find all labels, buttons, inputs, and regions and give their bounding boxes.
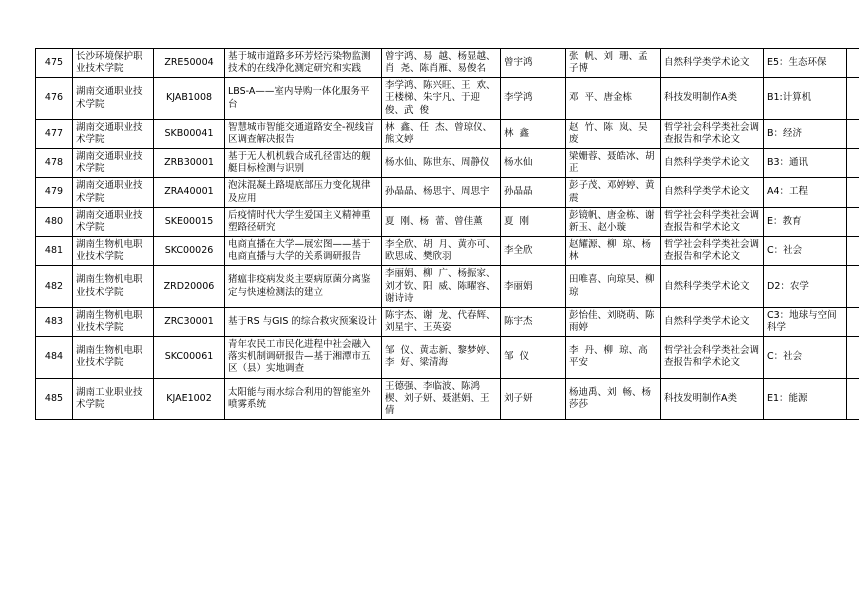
cell-serial-number-text: 475: [44, 57, 64, 69]
cell-category-text: 自然科学类学术论文: [664, 280, 750, 292]
cell-authors: [382, 78, 501, 119]
cell-remark: [847, 78, 859, 119]
cell-serial-number: [36, 207, 73, 236]
cell-authors-text: 李丽娟、柳 广、杨振家、刘才钦、阳 威、陈曜容、谢诗诗: [385, 268, 496, 304]
cell-advisors: [566, 49, 661, 78]
cell-work-code-text: SKC00026: [164, 245, 214, 257]
cell-advisors-text: 李 丹、柳 琼、高平安: [569, 345, 648, 369]
cell-first-author-text: 孙晶晶: [504, 186, 533, 198]
cell-serial-number: [36, 307, 73, 336]
cell-category-text: 自然科学类学术论文: [664, 57, 750, 69]
cell-remark: [847, 266, 859, 307]
table-row: [36, 49, 859, 78]
cell-first-author: [501, 178, 566, 207]
cell-serial-number: [36, 49, 73, 78]
cell-remark: [847, 149, 859, 178]
cell-authors-text: 夏 刚、杨 蕾、曾佳薰: [385, 215, 483, 227]
cell-work-title: [225, 78, 382, 119]
cell-work-title: [225, 337, 382, 378]
cell-work-code: [154, 307, 225, 336]
cell-first-author: [501, 378, 566, 419]
cell-serial-number-text: 484: [44, 351, 64, 363]
entries-table: [35, 48, 859, 420]
cell-institution-text: 湖南交通职业技术学院: [76, 180, 143, 204]
cell-category: [661, 78, 764, 119]
table-row: [36, 266, 859, 307]
cell-first-author: [501, 307, 566, 336]
cell-advisors-text: 梁姗蓉、聂皓冰、胡 正: [569, 151, 661, 175]
cell-work-title: [225, 378, 382, 419]
cell-work-code-text: ZRC30001: [164, 315, 214, 327]
cell-serial-number-text: 479: [44, 186, 64, 198]
cell-advisors: [566, 207, 661, 236]
cell-remark: [847, 207, 859, 236]
cell-category: [661, 207, 764, 236]
cell-authors: [382, 149, 501, 178]
cell-work-title-text: 基于RS 与GIS 的综合救灾预案设计: [228, 315, 377, 327]
cell-work-code-text: KJAB1008: [165, 92, 213, 104]
cell-institution: [73, 49, 154, 78]
cell-work-title: [225, 149, 382, 178]
cell-institution-text: 湖南生物机电职业技术学院: [76, 345, 143, 369]
cell-advisors: [566, 78, 661, 119]
cell-authors-text: 李全欣、胡 月、黄亦可、欧思成、樊欣羽: [385, 239, 496, 263]
cell-first-author: [501, 49, 566, 78]
cell-discipline: [764, 149, 847, 178]
cell-category-text: 科技发明制作A类: [664, 92, 737, 104]
cell-authors: [382, 237, 501, 266]
cell-serial-number: [36, 378, 73, 419]
cell-category-text: 自然科学类学术论文: [664, 315, 750, 327]
cell-category-text: 哲学社会科学类社会调查报告和学术论文: [664, 121, 760, 145]
cell-discipline-text: B3：通讯: [767, 157, 809, 169]
cell-first-author-text: 刘子妍: [504, 392, 533, 404]
cell-advisors: [566, 307, 661, 336]
cell-category-text: 自然科学类学术论文: [664, 186, 750, 198]
cell-work-title-text: 电商直播在大学—展宏图——基于电商直播与大学的关系调研报告: [228, 239, 371, 263]
cell-first-author: [501, 337, 566, 378]
cell-institution-text: 湖南交通职业技术学院: [76, 151, 143, 175]
cell-serial-number: [36, 149, 73, 178]
cell-serial-number-text: 478: [44, 157, 64, 169]
cell-work-code-text: SKC00061: [164, 351, 214, 363]
cell-institution: [73, 149, 154, 178]
cell-discipline: [764, 378, 847, 419]
cell-first-author-text: 李全欣: [504, 245, 533, 257]
cell-authors-text: 邹 仪、黄志新、黎梦婷、李 好、梁清海: [385, 345, 496, 369]
cell-serial-number: [36, 266, 73, 307]
cell-advisors-text: 张 帆、刘 珊、孟子博: [569, 51, 648, 75]
cell-category: [661, 149, 764, 178]
cell-category-text: 科技发明制作A类: [664, 392, 737, 404]
cell-discipline-text: E1：能源: [767, 392, 808, 404]
cell-discipline: [764, 237, 847, 266]
cell-institution: [73, 237, 154, 266]
cell-work-code: [154, 119, 225, 148]
cell-work-code: [154, 78, 225, 119]
cell-institution: [73, 178, 154, 207]
cell-authors: [382, 119, 501, 148]
cell-work-code: [154, 178, 225, 207]
cell-institution-text: 湖南生物机电职业技术学院: [76, 274, 143, 298]
cell-advisors: [566, 149, 661, 178]
cell-first-author: [501, 119, 566, 148]
cell-institution: [73, 266, 154, 307]
cell-discipline-text: B1:计算机: [767, 92, 812, 104]
cell-category: [661, 49, 764, 78]
cell-first-author-text: 李学鸿: [504, 92, 533, 104]
cell-first-author: [501, 207, 566, 236]
table-row: [36, 149, 859, 178]
cell-serial-number: [36, 337, 73, 378]
cell-advisors: [566, 378, 661, 419]
cell-authors: [382, 307, 501, 336]
cell-remark: [847, 178, 859, 207]
cell-category: [661, 307, 764, 336]
cell-institution: [73, 78, 154, 119]
cell-discipline-text: A4：工程: [767, 186, 809, 198]
cell-discipline: [764, 119, 847, 148]
cell-institution: [73, 207, 154, 236]
cell-work-title: [225, 49, 382, 78]
cell-work-code: [154, 337, 225, 378]
cell-category: [661, 266, 764, 307]
cell-first-author-text: 李丽娟: [504, 280, 533, 292]
cell-first-author-text: 陈宇杰: [504, 315, 533, 327]
cell-authors: [382, 266, 501, 307]
cell-authors: [382, 378, 501, 419]
cell-authors: [382, 207, 501, 236]
cell-advisors-text: 彭镜帆、唐金栋、谢新玉、赵小璇: [569, 209, 655, 233]
cell-work-title: [225, 237, 382, 266]
table-row: [36, 307, 859, 336]
cell-discipline-text: D2：农学: [767, 280, 809, 292]
cell-institution-text: 湖南交通职业技术学院: [76, 121, 143, 145]
cell-work-title-text: 基于城市道路多环芳烃污染物监测技术的在线净化测定研究和实践: [228, 51, 371, 75]
cell-serial-number-text: 485: [44, 392, 64, 404]
cell-institution-text: 湖南生物机电职业技术学院: [76, 309, 143, 333]
cell-authors-text: 陈宇杰、谢 龙、代春辉、刘星宇、王英姿: [385, 309, 496, 333]
cell-serial-number-text: 476: [44, 92, 64, 104]
cell-category-text: 哲学社会科学类社会调查报告和学术论文: [664, 239, 760, 263]
cell-discipline-text: E5：生态环保: [767, 57, 827, 69]
cell-work-code-text: ZRB30001: [164, 157, 214, 169]
cell-work-title-text: 泡沫混凝土路堤底部压力变化规律及应用: [228, 180, 371, 204]
cell-remark: [847, 237, 859, 266]
cell-category: [661, 237, 764, 266]
cell-advisors-text: 田唯喜、向琼昊、柳 琼: [569, 274, 661, 298]
cell-first-author: [501, 149, 566, 178]
cell-discipline: [764, 78, 847, 119]
cell-advisors: [566, 237, 661, 266]
cell-discipline-text: C：社会: [767, 351, 803, 363]
cell-work-title: [225, 307, 382, 336]
cell-institution: [73, 337, 154, 378]
cell-work-code-text: SKB00041: [164, 127, 214, 139]
cell-discipline-text: C：社会: [767, 245, 803, 257]
table-row: [36, 337, 859, 378]
cell-work-code-text: ZRA40001: [164, 186, 214, 198]
cell-institution-text: 湖南交通职业技术学院: [76, 209, 143, 233]
cell-authors-text: 林 鑫、任 杰、曾琼仪、熊文婷: [385, 121, 493, 145]
cell-discipline: [764, 266, 847, 307]
cell-first-author-text: 夏 刚: [504, 215, 530, 227]
cell-category-text: 哲学社会科学类社会调查报告和学术论文: [664, 209, 760, 233]
cell-remark: [847, 119, 859, 148]
cell-remark: [847, 307, 859, 336]
cell-advisors-text: 邓 平、唐金栋: [569, 92, 633, 104]
cell-authors-text: 李学鸿、陈兴旺、王 欢、王楼梯、朱宇凡、于迎俊、武 俊: [385, 80, 496, 116]
cell-authors-text: 王德强、李临波、陈鸿楔、刘子妍、聂湛娟、王 倩: [385, 380, 496, 416]
cell-serial-number-text: 483: [44, 315, 64, 327]
cell-discipline: [764, 337, 847, 378]
table-row: [36, 378, 859, 419]
table-row: [36, 178, 859, 207]
cell-first-author: [501, 266, 566, 307]
cell-discipline-text: C3：地球与空间科学: [767, 309, 837, 333]
cell-first-author-text: 曾宇鸿: [504, 57, 533, 69]
cell-authors: [382, 49, 501, 78]
cell-first-author-text: 杨水仙: [504, 157, 533, 169]
cell-institution-text: 长沙环境保护职业技术学院: [76, 51, 143, 75]
cell-remark: [847, 49, 859, 78]
cell-advisors: [566, 178, 661, 207]
table-row: [36, 78, 859, 119]
cell-institution-text: 湖南生物机电职业技术学院: [76, 239, 143, 263]
cell-serial-number: [36, 119, 73, 148]
cell-discipline-text: E：教育: [767, 215, 802, 227]
cell-serial-number-text: 477: [44, 127, 64, 139]
cell-authors-text: 杨水仙、陈世东、周静仪: [385, 157, 490, 169]
cell-institution-text: 湖南工业职业技术学院: [76, 386, 143, 410]
table-row: [36, 237, 859, 266]
cell-work-code: [154, 207, 225, 236]
cell-work-code: [154, 266, 225, 307]
cell-work-code-text: KJAE1002: [166, 392, 212, 404]
cell-work-code: [154, 49, 225, 78]
cell-discipline: [764, 307, 847, 336]
cell-category: [661, 178, 764, 207]
cell-work-code: [154, 378, 225, 419]
cell-advisors: [566, 119, 661, 148]
cell-remark: [847, 337, 859, 378]
cell-advisors: [566, 337, 661, 378]
cell-category: [661, 337, 764, 378]
cell-advisors-text: 彭子茂、邓婷婷、黄 震: [569, 180, 661, 204]
cell-category-text: 哲学社会科学类社会调查报告和学术论文: [664, 345, 760, 369]
cell-work-code-text: ZRD20006: [163, 280, 215, 292]
cell-work-title-text: 后疫情时代大学生爱国主义精神重塑路径研究: [228, 209, 371, 233]
cell-work-title-text: 太阳能与雨水综合利用的智能室外喷雾系统: [228, 386, 371, 410]
cell-first-author-text: 林 鑫: [504, 127, 530, 139]
table-row: [36, 207, 859, 236]
cell-advisors-text: 赵耀源、柳 琼、杨 林: [569, 239, 658, 263]
cell-discipline-text: B：经济: [767, 127, 803, 139]
cell-advisors-text: 杨迪禹、刘 畅、杨莎莎: [569, 386, 652, 410]
cell-advisors: [566, 266, 661, 307]
cell-first-author-text: 邹 仪: [504, 351, 530, 363]
cell-category: [661, 378, 764, 419]
cell-work-title-text: 猪瘟非疫病发炎主要病原菌分离鉴定与快速检测法的建立: [228, 274, 371, 298]
cell-work-title: [225, 119, 382, 148]
cell-work-title-text: 基于无人机机载合成孔径雷达的舰艇目标检测与识别: [228, 151, 371, 175]
cell-first-author: [501, 78, 566, 119]
cell-authors: [382, 337, 501, 378]
cell-serial-number: [36, 237, 73, 266]
cell-work-code: [154, 149, 225, 178]
cell-serial-number-text: 482: [44, 280, 64, 292]
cell-work-code: [154, 237, 225, 266]
cell-institution: [73, 119, 154, 148]
cell-advisors-text: 彭怡佳、刘晓萌、陈雨婷: [569, 309, 655, 333]
cell-work-code-text: SKE00015: [164, 215, 214, 227]
cell-work-code-text: ZRE50004: [164, 57, 214, 69]
cell-institution: [73, 378, 154, 419]
cell-work-title-text: LBS-A——室内导购一体化服务平台: [228, 86, 370, 110]
cell-serial-number-text: 480: [44, 215, 64, 227]
cell-work-title: [225, 207, 382, 236]
cell-work-title: [225, 178, 382, 207]
cell-discipline: [764, 178, 847, 207]
cell-work-title: [225, 266, 382, 307]
cell-institution-text: 湖南交通职业技术学院: [76, 86, 143, 110]
cell-category-text: 自然科学类学术论文: [664, 157, 750, 169]
cell-serial-number: [36, 78, 73, 119]
table-container: [35, 48, 837, 420]
cell-authors-text: 曾宇鸿、易 越、杨显越、肖 尧、陈肖雁、易俊名: [385, 51, 496, 75]
cell-authors: [382, 178, 501, 207]
cell-discipline: [764, 49, 847, 78]
table-row: [36, 119, 859, 148]
cell-discipline: [764, 207, 847, 236]
cell-serial-number: [36, 178, 73, 207]
cell-work-title-text: 青年农民工市民化进程中社会融入落实机制调研报告—基于湘潭市五区（县）实地调查: [228, 339, 371, 375]
cell-advisors-text: 赵 竹、陈 岚、吴 废: [569, 121, 654, 145]
cell-category: [661, 119, 764, 148]
cell-authors-text: 孙晶晶、杨思宇、周思宇: [385, 186, 490, 198]
cell-institution: [73, 307, 154, 336]
cell-first-author: [501, 237, 566, 266]
cell-serial-number-text: 481: [44, 245, 64, 257]
cell-work-title-text: 智慧城市智能交通道路安全-视线盲区调查解决报告: [228, 121, 374, 145]
cell-remark: [847, 378, 859, 419]
